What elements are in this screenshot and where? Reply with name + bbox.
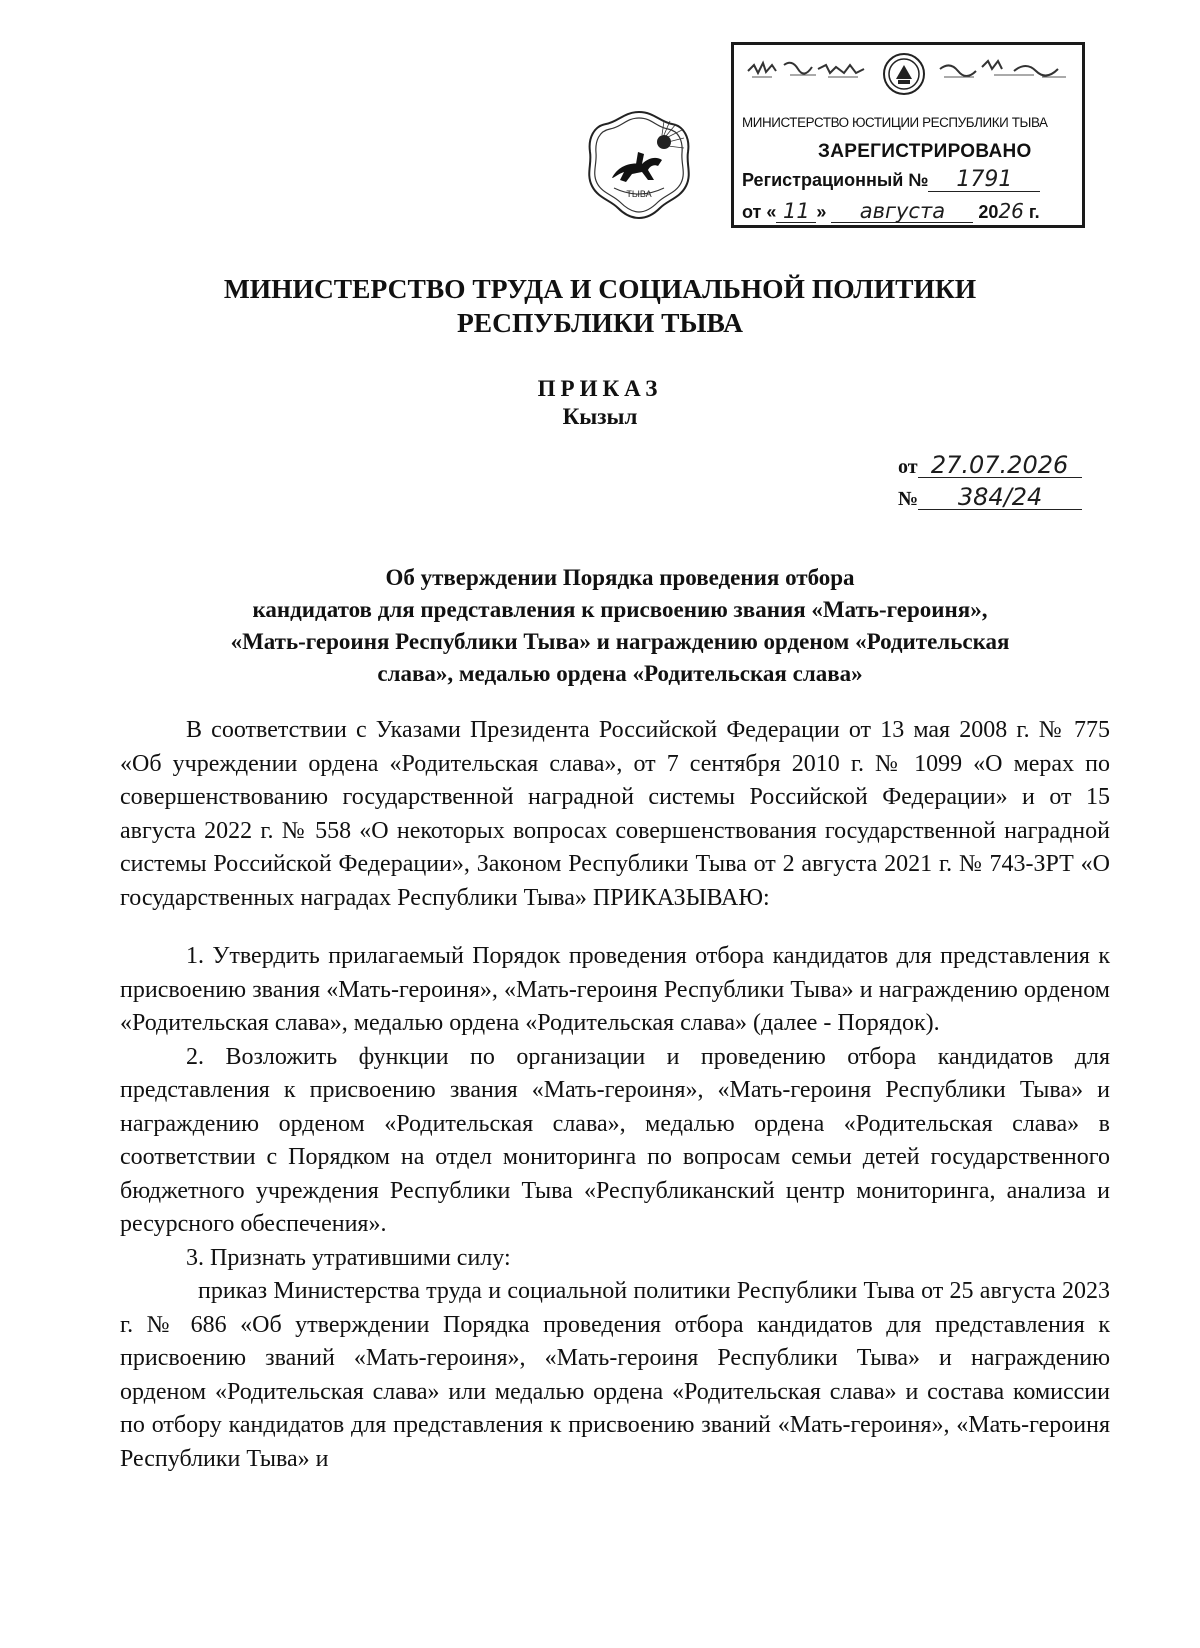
- stamp-date-mid: »: [816, 202, 827, 222]
- stamp-reg-label: Регистрационный №: [742, 170, 929, 190]
- stamp-date-end: г.: [1028, 202, 1040, 222]
- preamble-paragraph: В соответствии с Указами Президента Российской Федерации от 13 мая 2008 г. № 775 «Об учреждении ордена «Родительская слава», от 7 сентября 2010 г. № 1099 «О мерах по совершенствованию государственной наградной системы Российской Федерации» и от 15 августа 2022 г. № 558 «О некоторых вопросах совершенствования государственной наградной системы Российской Федерации», Законом Республики Тыва от 2 августа 2021 г. № 743-ЗРТ «О государственных наградах Республики Тыва» ПРИКАЗЫВАЮ:: [120, 717, 1110, 911]
- stamp-registration-row: [742, 169, 1040, 192]
- stamp-scribble-left: [744, 53, 874, 83]
- stamp-registered: ЗАРЕГИСТРИРОВАНО: [818, 141, 1032, 162]
- order-heading: ПРИКАЗ: [537, 376, 663, 401]
- order-title-line1: Об утверждении Порядка проведения отбора: [385, 565, 855, 590]
- order-title-line4: слава», медалью ордена «Родительская слава»: [377, 661, 863, 686]
- order-title-line2: кандидатов для представления к присвоению звания «Мать-героиня»,: [252, 597, 988, 622]
- order-item-2: 2. Возложить функции по организации и проведению отбора кандидатов для представления к присвоению звания «Мать-героиня», «Мать-героиня Республики Тыва» и награждению орденом «Родительская слава», медалью ордена «Родительская слава» в соответствии с Порядком на отдел мониторинга по вопросам семьи детей государственного бюджетного учреждения Республики Тыва «Республиканский центр мониторинга, анализа и ресурсного обеспечения».: [120, 1043, 1110, 1237]
- stamp-ministry: МИНИСТЕРСТВО ЮСТИЦИИ РЕСПУБЛИКИ ТЫВА: [742, 115, 1048, 130]
- order-title-line3: «Мать-героиня Республики Тыва» и награждению орденом «Родительская: [230, 629, 1010, 654]
- emblem-label: ТЫВА: [626, 189, 652, 199]
- order-item-3-subitem: приказ Министерства труда и социальной политики Республики Тыва от 25 августа 2023 г. № 686 «Об утверждении Порядка проведения отбора кандидатов для представления к присвоению званий «Мать-героиня», «Мать-героиня Республики Тыва» и награждению орденом «Родительская слава» или медалью ордена «Родительская слава» и состава комиссии по отбору кандидатов для представления к присвоению званий «Мать-героиня», «Мать-героиня Республики Тыва» и: [120, 1278, 1110, 1472]
- stamp-emblem-icon: [881, 51, 927, 97]
- order-items: [120, 940, 1110, 1476]
- preamble-section: [120, 714, 1110, 915]
- stamp-date-year-suffix: 26: [998, 199, 1024, 223]
- order-number-row: [898, 483, 1082, 515]
- order-title: [120, 562, 1120, 690]
- stamp-date-year-prefix: 20: [978, 202, 999, 222]
- order-number-label: №: [898, 488, 919, 510]
- ministry-heading-line1: МИНИСТЕРСТВО ТРУДА И СОЦИАЛЬНОЙ ПОЛИТИКИ: [223, 273, 977, 304]
- order-date-row: [898, 451, 1082, 483]
- stamp-reg-number: 1791: [928, 169, 1040, 192]
- order-item-3: 3. Признать утратившими силу:: [186, 1244, 511, 1271]
- stamp-date-row: [742, 199, 1040, 223]
- tuva-emblem-icon: [584, 108, 694, 220]
- ministry-heading-line2: РЕСПУБЛИКИ ТЫВА: [457, 307, 743, 338]
- city-label: Кызыл: [562, 404, 638, 429]
- order-meta: [898, 451, 1082, 515]
- order-date-label: от: [898, 456, 918, 478]
- stamp-date-prefix: от «: [742, 202, 777, 222]
- order-item-1: 1. Утвердить прилагаемый Порядок проведения отбора кандидатов для представления к присвоению звания «Мать-героиня», «Мать-героиня Республики Тыва» и награждению орденом «Родительская слава», медалью ордена «Родительская слава» (далее - Порядок).: [120, 943, 1110, 1036]
- order-number-value: 384/24: [918, 485, 1082, 510]
- stamp-scribble-right: [934, 53, 1074, 83]
- ministry-heading: [0, 272, 1200, 340]
- order-date-value: 27.07.2026: [918, 453, 1082, 478]
- stamp-date-month: августа: [831, 201, 973, 223]
- stamp-date-day: 11: [776, 201, 816, 223]
- registration-stamp: [731, 42, 1085, 228]
